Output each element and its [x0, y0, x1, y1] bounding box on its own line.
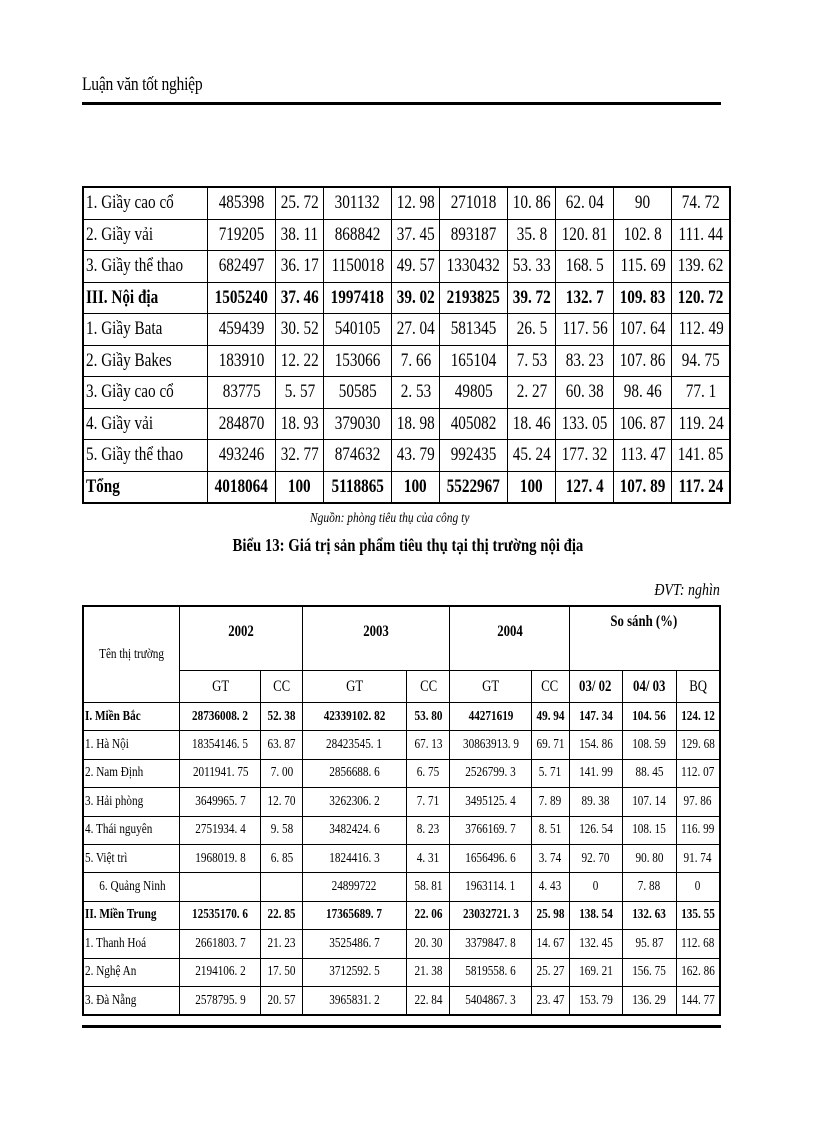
value-cell: 35. 8: [507, 219, 556, 251]
value-cell: 32. 77: [275, 440, 324, 472]
table-row: [83, 471, 730, 503]
value-cell: 1824416. 3: [302, 844, 406, 872]
row-label: 3. Giầy cao cổ: [83, 377, 208, 409]
value-cell: 20. 30: [407, 930, 450, 958]
value-cell: 17365689. 7: [302, 901, 406, 929]
domestic-market-table: [82, 605, 721, 1016]
value-cell: 90. 80: [622, 844, 676, 872]
value-cell: 30863913. 9: [450, 731, 531, 759]
value-cell: 133. 05: [556, 408, 614, 440]
value-cell: 92. 70: [569, 844, 622, 872]
value-cell: 91. 74: [676, 844, 720, 872]
row-label: 1. Thanh Hoá: [83, 930, 180, 958]
value-cell: 7. 00: [261, 759, 303, 787]
value-cell: 2193825: [440, 282, 508, 314]
value-cell: 23032721. 3: [450, 901, 531, 929]
value-cell: 21. 38: [407, 958, 450, 986]
value-cell: 107. 86: [614, 345, 672, 377]
value-cell: 3379847. 8: [450, 930, 531, 958]
value-cell: 144. 77: [676, 986, 720, 1015]
sales-table-body: [83, 187, 730, 503]
value-cell: 12535170. 6: [180, 901, 261, 929]
value-cell: 107. 14: [622, 788, 676, 816]
value-cell: 60. 38: [556, 377, 614, 409]
header-cc-2004: CC: [531, 671, 569, 703]
header-gt-2004: GT: [450, 671, 531, 703]
value-cell: 141. 99: [569, 759, 622, 787]
value-cell: 12. 70: [261, 788, 303, 816]
value-cell: 7. 88: [622, 873, 676, 901]
value-cell: 168. 5: [556, 251, 614, 283]
value-cell: 135. 55: [676, 901, 720, 929]
unit-note: ĐVT: nghìn: [654, 580, 720, 599]
value-cell: 53. 33: [507, 251, 556, 283]
value-cell: 107. 64: [614, 314, 672, 346]
value-cell: 69. 71: [531, 731, 569, 759]
value-cell: 5404867. 3: [450, 986, 531, 1015]
value-cell: 10. 86: [507, 187, 556, 219]
caption-text: Biểu 13: Giá trị sản phẩm tiêu thụ tại thị trường nội địa: [232, 535, 584, 555]
value-cell: 1963114. 1: [450, 873, 531, 901]
value-cell: 3766169. 7: [450, 816, 531, 844]
header-row-years: [83, 606, 720, 671]
header-04-03: 04/ 03: [622, 671, 676, 703]
value-cell: 162. 86: [676, 958, 720, 986]
value-cell: 271018: [440, 187, 508, 219]
value-cell: 95. 87: [622, 930, 676, 958]
value-cell: 27. 04: [391, 314, 440, 346]
value-cell: 136. 29: [622, 986, 676, 1015]
value-cell: 154. 86: [569, 731, 622, 759]
value-cell: 120. 81: [556, 219, 614, 251]
table-row: [83, 844, 720, 872]
table-row: [83, 788, 720, 816]
value-cell: 36. 17: [275, 251, 324, 283]
row-label: 3. Hải phòng: [83, 788, 180, 816]
value-cell: 116. 99: [676, 816, 720, 844]
row-label: 3. Đà Nẵng: [83, 986, 180, 1015]
value-cell: 25. 98: [531, 901, 569, 929]
value-cell: 23. 47: [531, 986, 569, 1015]
value-cell: 12. 98: [391, 187, 440, 219]
value-cell: 153. 79: [569, 986, 622, 1015]
value-cell: 893187: [440, 219, 508, 251]
value-cell: 113. 47: [614, 440, 672, 472]
value-cell: 37. 46: [275, 282, 324, 314]
value-cell: 53. 80: [407, 703, 450, 731]
value-cell: 100: [391, 471, 440, 503]
header-cc-2002: CC: [261, 671, 303, 703]
value-cell: 2661803. 7: [180, 930, 261, 958]
value-cell: 2194106. 2: [180, 958, 261, 986]
value-cell: 4018064: [208, 471, 276, 503]
table-row: [83, 873, 720, 901]
value-cell: 89. 38: [569, 788, 622, 816]
value-cell: 9. 58: [261, 816, 303, 844]
value-cell: 183910: [208, 345, 276, 377]
value-cell: 39. 02: [391, 282, 440, 314]
value-cell: 49805: [440, 377, 508, 409]
value-cell: 49. 57: [391, 251, 440, 283]
header-2004: 2004: [450, 606, 569, 671]
table-row: [83, 377, 730, 409]
value-cell: 25. 27: [531, 958, 569, 986]
value-cell: 83775: [208, 377, 276, 409]
value-cell: 0: [569, 873, 622, 901]
row-label: 1. Giầy cao cổ: [83, 187, 208, 219]
table-row: [83, 731, 720, 759]
value-cell: 7. 71: [407, 788, 450, 816]
value-cell: 3. 74: [531, 844, 569, 872]
value-cell: 18. 46: [507, 408, 556, 440]
value-cell: 22. 84: [407, 986, 450, 1015]
value-cell: 3965831. 2: [302, 986, 406, 1015]
value-cell: 8. 23: [407, 816, 450, 844]
value-cell: 2751934. 4: [180, 816, 261, 844]
table-row: [83, 816, 720, 844]
value-cell: 22. 06: [407, 901, 450, 929]
value-cell: 20. 57: [261, 986, 303, 1015]
value-cell: 26. 5: [507, 314, 556, 346]
value-cell: 119. 24: [672, 408, 731, 440]
value-cell: 45. 24: [507, 440, 556, 472]
value-cell: 177. 32: [556, 440, 614, 472]
table-row: [83, 219, 730, 251]
value-cell: 58. 81: [407, 873, 450, 901]
header-2003: 2003: [302, 606, 450, 671]
table-row: [83, 703, 720, 731]
row-label: 2. Giầy vải: [83, 219, 208, 251]
value-cell: 719205: [208, 219, 276, 251]
value-cell: 992435: [440, 440, 508, 472]
value-cell: [180, 873, 261, 901]
value-cell: 6. 75: [407, 759, 450, 787]
row-label: 1. Giầy Bata: [83, 314, 208, 346]
table-row: [83, 345, 730, 377]
value-cell: 112. 49: [672, 314, 731, 346]
table-row: [83, 408, 730, 440]
value-cell: 3495125. 4: [450, 788, 531, 816]
table-row: [83, 930, 720, 958]
value-cell: 2. 53: [391, 377, 440, 409]
value-cell: 0: [676, 873, 720, 901]
value-cell: 3712592. 5: [302, 958, 406, 986]
value-cell: 379030: [324, 408, 392, 440]
value-cell: 124. 12: [676, 703, 720, 731]
value-cell: 108. 15: [622, 816, 676, 844]
row-label: 6. Quảng Ninh: [83, 873, 180, 901]
table-row: [83, 440, 730, 472]
value-cell: 111. 44: [672, 219, 731, 251]
header-gt-2003: GT: [302, 671, 406, 703]
value-cell: 74. 72: [672, 187, 731, 219]
value-cell: 18. 93: [275, 408, 324, 440]
value-cell: 112. 68: [676, 930, 720, 958]
value-cell: 165104: [440, 345, 508, 377]
value-cell: 4. 31: [407, 844, 450, 872]
page-header-title: Luận văn tốt nghiệp: [82, 74, 203, 95]
value-cell: 94. 75: [672, 345, 731, 377]
table-row: [83, 986, 720, 1015]
value-cell: 49. 94: [531, 703, 569, 731]
value-cell: 3649965. 7: [180, 788, 261, 816]
value-cell: 5522967: [440, 471, 508, 503]
header-2002: 2002: [180, 606, 303, 671]
value-cell: 1505240: [208, 282, 276, 314]
row-label: 3. Giầy thể thao: [83, 251, 208, 283]
footer-rule: [82, 1025, 721, 1028]
value-cell: 37. 45: [391, 219, 440, 251]
value-cell: 43. 79: [391, 440, 440, 472]
value-cell: 117. 24: [672, 471, 731, 503]
header-bq: BQ: [676, 671, 720, 703]
table-row: [83, 187, 730, 219]
value-cell: 22. 85: [261, 901, 303, 929]
sales-table-continued: [82, 186, 731, 504]
row-label: 5. Giầy thể thao: [83, 440, 208, 472]
value-cell: 5118865: [324, 471, 392, 503]
value-cell: 120. 72: [672, 282, 731, 314]
value-cell: 106. 87: [614, 408, 672, 440]
value-cell: 3482424. 6: [302, 816, 406, 844]
value-cell: 25. 72: [275, 187, 324, 219]
value-cell: 90: [614, 187, 672, 219]
value-cell: 18. 98: [391, 408, 440, 440]
value-cell: 7. 53: [507, 345, 556, 377]
table-row: [83, 282, 730, 314]
value-cell: 17. 50: [261, 958, 303, 986]
value-cell: 868842: [324, 219, 392, 251]
value-cell: 153066: [324, 345, 392, 377]
value-cell: 52. 38: [261, 703, 303, 731]
source-note: Nguồn: phòng tiêu thụ của công ty: [310, 511, 470, 526]
table-row: [83, 958, 720, 986]
value-cell: 132. 7: [556, 282, 614, 314]
value-cell: 126. 54: [569, 816, 622, 844]
value-cell: 107. 89: [614, 471, 672, 503]
value-cell: 62. 04: [556, 187, 614, 219]
value-cell: 405082: [440, 408, 508, 440]
value-cell: 12. 22: [275, 345, 324, 377]
table-caption: [0, 535, 816, 556]
value-cell: 485398: [208, 187, 276, 219]
value-cell: [261, 873, 303, 901]
header-rule: [82, 102, 721, 105]
value-cell: 102. 8: [614, 219, 672, 251]
value-cell: 109. 83: [614, 282, 672, 314]
value-cell: 169. 21: [569, 958, 622, 986]
row-label: Tổng: [83, 471, 208, 503]
value-cell: 874632: [324, 440, 392, 472]
value-cell: 100: [275, 471, 324, 503]
value-cell: 127. 4: [556, 471, 614, 503]
value-cell: 6. 85: [261, 844, 303, 872]
value-cell: 38. 11: [275, 219, 324, 251]
value-cell: 1150018: [324, 251, 392, 283]
value-cell: 4. 43: [531, 873, 569, 901]
header-market: Tên thị trường: [83, 606, 180, 703]
value-cell: 104. 56: [622, 703, 676, 731]
value-cell: 100: [507, 471, 556, 503]
value-cell: 77. 1: [672, 377, 731, 409]
value-cell: 132. 45: [569, 930, 622, 958]
value-cell: 139. 62: [672, 251, 731, 283]
value-cell: 132. 63: [622, 901, 676, 929]
header-compare: So sánh (%): [569, 606, 720, 671]
value-cell: 682497: [208, 251, 276, 283]
table-row: [83, 759, 720, 787]
value-cell: 2578795. 9: [180, 986, 261, 1015]
value-cell: 7. 89: [531, 788, 569, 816]
value-cell: 147. 34: [569, 703, 622, 731]
value-cell: 459439: [208, 314, 276, 346]
value-cell: 67. 13: [407, 731, 450, 759]
value-cell: 493246: [208, 440, 276, 472]
header-gt-2002: GT: [180, 671, 261, 703]
row-label: II. Miền Trung: [83, 901, 180, 929]
value-cell: 8. 51: [531, 816, 569, 844]
value-cell: 83. 23: [556, 345, 614, 377]
value-cell: 24899722: [302, 873, 406, 901]
header-cc-2003: CC: [407, 671, 450, 703]
value-cell: 21. 23: [261, 930, 303, 958]
value-cell: 108. 59: [622, 731, 676, 759]
value-cell: 112. 07: [676, 759, 720, 787]
value-cell: 14. 67: [531, 930, 569, 958]
row-label: 2. Giầy Bakes: [83, 345, 208, 377]
value-cell: 138. 54: [569, 901, 622, 929]
value-cell: 1997418: [324, 282, 392, 314]
value-cell: 98. 46: [614, 377, 672, 409]
value-cell: 63. 87: [261, 731, 303, 759]
value-cell: 129. 68: [676, 731, 720, 759]
value-cell: 581345: [440, 314, 508, 346]
value-cell: 5819558. 6: [450, 958, 531, 986]
value-cell: 28736008. 2: [180, 703, 261, 731]
value-cell: 3262306. 2: [302, 788, 406, 816]
row-label: 4. Giầy vải: [83, 408, 208, 440]
value-cell: 2526799. 3: [450, 759, 531, 787]
value-cell: 3525486. 7: [302, 930, 406, 958]
value-cell: 115. 69: [614, 251, 672, 283]
value-cell: 2856688. 6: [302, 759, 406, 787]
value-cell: 1330432: [440, 251, 508, 283]
value-cell: 540105: [324, 314, 392, 346]
value-cell: 2. 27: [507, 377, 556, 409]
value-cell: 88. 45: [622, 759, 676, 787]
table-row: [83, 314, 730, 346]
value-cell: 97. 86: [676, 788, 720, 816]
row-label: III. Nội địa: [83, 282, 208, 314]
table-row: [83, 251, 730, 283]
row-label: 1. Hà Nội: [83, 731, 180, 759]
header-03-02: 03/ 02: [569, 671, 622, 703]
row-label: 2. Nam Định: [83, 759, 180, 787]
value-cell: 5. 57: [275, 377, 324, 409]
value-cell: 1968019. 8: [180, 844, 261, 872]
value-cell: 2011941. 75: [180, 759, 261, 787]
value-cell: 301132: [324, 187, 392, 219]
value-cell: 50585: [324, 377, 392, 409]
value-cell: 44271619: [450, 703, 531, 731]
value-cell: 39. 72: [507, 282, 556, 314]
value-cell: 141. 85: [672, 440, 731, 472]
value-cell: 156. 75: [622, 958, 676, 986]
value-cell: 18354146. 5: [180, 731, 261, 759]
value-cell: 30. 52: [275, 314, 324, 346]
row-label: 5. Việt trì: [83, 844, 180, 872]
domestic-market-body: [83, 703, 720, 1016]
value-cell: 42339102. 82: [302, 703, 406, 731]
value-cell: 1656496. 6: [450, 844, 531, 872]
value-cell: 284870: [208, 408, 276, 440]
row-label: 4. Thái nguyên: [83, 816, 180, 844]
row-label: I. Miền Bắc: [83, 703, 180, 731]
row-label: 2. Nghệ An: [83, 958, 180, 986]
value-cell: 28423545. 1: [302, 731, 406, 759]
value-cell: 7. 66: [391, 345, 440, 377]
value-cell: 117. 56: [556, 314, 614, 346]
value-cell: 5. 71: [531, 759, 569, 787]
table-row: [83, 901, 720, 929]
